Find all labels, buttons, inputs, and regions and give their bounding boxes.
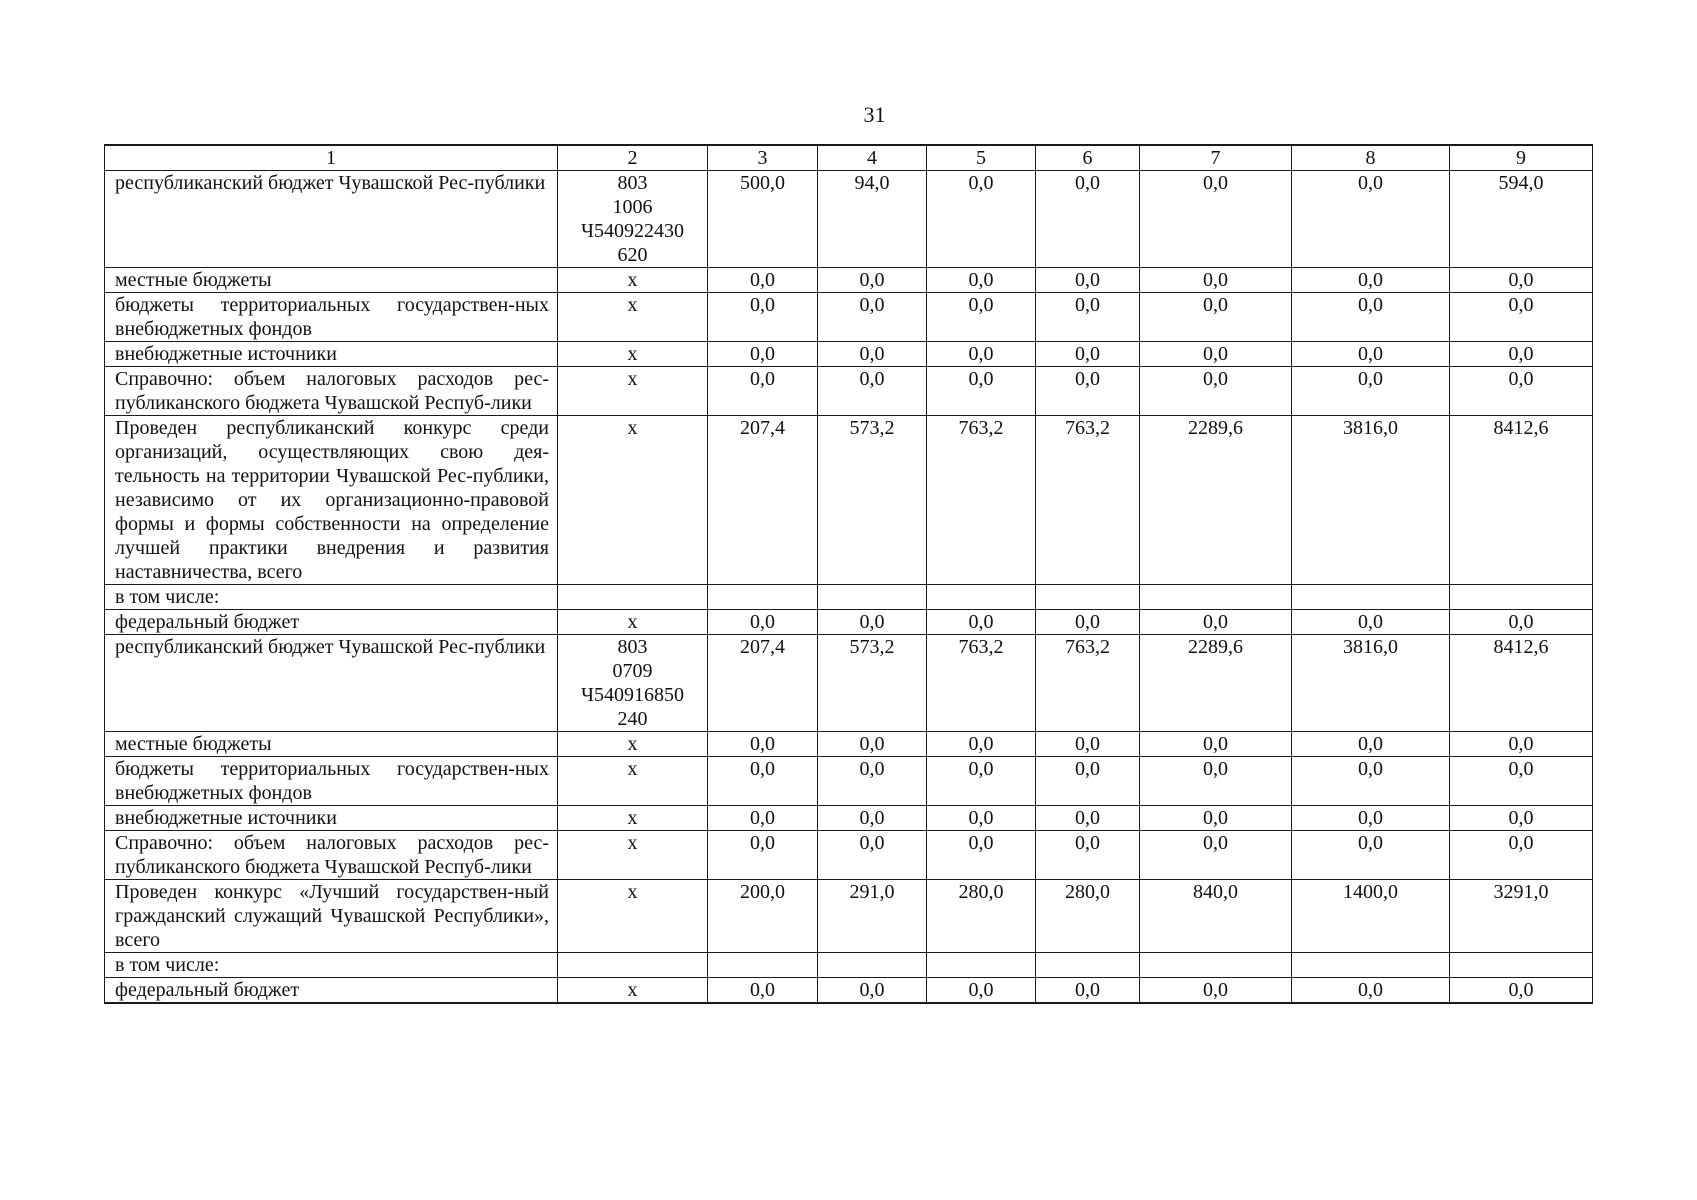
value-cell: 0,0 bbox=[1140, 806, 1292, 831]
budget-code: 803 1006 Ч540922430 620 bbox=[558, 171, 708, 268]
value-cell bbox=[1292, 585, 1450, 610]
value-cell: 0,0 bbox=[1036, 268, 1140, 293]
value-cell: 763,2 bbox=[1036, 416, 1140, 585]
value-cell: 0,0 bbox=[1292, 293, 1450, 342]
value-cell: 0,0 bbox=[1450, 831, 1593, 880]
value-cell: 0,0 bbox=[927, 757, 1036, 806]
value-cell: 0,0 bbox=[708, 610, 818, 635]
value-cell: 0,0 bbox=[1292, 610, 1450, 635]
table-body bbox=[105, 171, 1593, 1004]
row-description: федеральный бюджет bbox=[105, 610, 558, 635]
table-row bbox=[105, 732, 1593, 757]
column-header: 8 bbox=[1292, 145, 1450, 171]
budget-code: х bbox=[558, 416, 708, 585]
value-cell: 0,0 bbox=[1140, 757, 1292, 806]
value-cell: 0,0 bbox=[1036, 831, 1140, 880]
row-description: бюджеты территориальных государствен-ных внебюджетных фондов bbox=[105, 757, 558, 806]
column-header: 1 bbox=[105, 145, 558, 171]
value-cell bbox=[927, 585, 1036, 610]
value-cell: 280,0 bbox=[1036, 880, 1140, 953]
value-cell: 763,2 bbox=[1036, 635, 1140, 732]
row-description: Проведен республиканский конкурс среди организаций, осуществляющих свою дея-тельность на территории Чувашской Рес-публики, независимо от их организационно-правовой формы и формы собственности на определение лучшей практики внедрения и развития наставничества, всего bbox=[105, 416, 558, 585]
table-row bbox=[105, 880, 1593, 953]
budget-code: х bbox=[558, 610, 708, 635]
value-cell: 0,0 bbox=[1140, 831, 1292, 880]
value-cell: 0,0 bbox=[1036, 732, 1140, 757]
value-cell: 0,0 bbox=[1036, 806, 1140, 831]
value-cell bbox=[818, 953, 927, 978]
budget-code: х bbox=[558, 293, 708, 342]
column-header: 2 bbox=[558, 145, 708, 171]
value-cell: 0,0 bbox=[1292, 831, 1450, 880]
value-cell: 0,0 bbox=[1140, 732, 1292, 757]
value-cell: 0,0 bbox=[708, 806, 818, 831]
value-cell: 0,0 bbox=[818, 367, 927, 416]
table-row bbox=[105, 367, 1593, 416]
value-cell: 0,0 bbox=[1450, 342, 1593, 367]
row-description: в том числе: bbox=[105, 585, 558, 610]
value-cell: 0,0 bbox=[1450, 268, 1593, 293]
column-header: 7 bbox=[1140, 145, 1292, 171]
value-cell: 0,0 bbox=[927, 367, 1036, 416]
table-row bbox=[105, 610, 1593, 635]
budget-code bbox=[558, 953, 708, 978]
value-cell: 0,0 bbox=[927, 978, 1036, 1004]
value-cell: 0,0 bbox=[818, 342, 927, 367]
value-cell: 0,0 bbox=[708, 342, 818, 367]
value-cell: 0,0 bbox=[1292, 171, 1450, 268]
value-cell: 0,0 bbox=[1292, 268, 1450, 293]
value-cell: 0,0 bbox=[708, 293, 818, 342]
value-cell: 0,0 bbox=[818, 293, 927, 342]
table-header-row bbox=[105, 145, 1593, 171]
value-cell: 0,0 bbox=[1036, 171, 1140, 268]
value-cell: 0,0 bbox=[708, 978, 818, 1004]
row-description: республиканский бюджет Чувашской Рес-публики bbox=[105, 635, 558, 732]
value-cell: 0,0 bbox=[1140, 293, 1292, 342]
table-row bbox=[105, 268, 1593, 293]
value-cell: 0,0 bbox=[1140, 610, 1292, 635]
value-cell bbox=[1036, 585, 1140, 610]
value-cell bbox=[1292, 953, 1450, 978]
value-cell: 0,0 bbox=[1036, 342, 1140, 367]
table-row bbox=[105, 757, 1593, 806]
row-description: местные бюджеты bbox=[105, 268, 558, 293]
budget-code: х bbox=[558, 978, 708, 1004]
value-cell: 0,0 bbox=[1140, 367, 1292, 416]
value-cell: 0,0 bbox=[1292, 978, 1450, 1004]
column-header: 4 bbox=[818, 145, 927, 171]
row-description: федеральный бюджет bbox=[105, 978, 558, 1004]
value-cell: 573,2 bbox=[818, 416, 927, 585]
value-cell: 0,0 bbox=[818, 268, 927, 293]
budget-code: х bbox=[558, 342, 708, 367]
value-cell bbox=[1450, 953, 1593, 978]
value-cell bbox=[818, 585, 927, 610]
budget-code bbox=[558, 585, 708, 610]
value-cell: 500,0 bbox=[708, 171, 818, 268]
value-cell: 8412,6 bbox=[1450, 635, 1593, 732]
value-cell: 3816,0 bbox=[1292, 416, 1450, 585]
value-cell: 3291,0 bbox=[1450, 880, 1593, 953]
table-row bbox=[105, 635, 1593, 732]
value-cell: 573,2 bbox=[818, 635, 927, 732]
table-row bbox=[105, 978, 1593, 1004]
value-cell: 840,0 bbox=[1140, 880, 1292, 953]
table-row bbox=[105, 806, 1593, 831]
value-cell: 763,2 bbox=[927, 635, 1036, 732]
value-cell bbox=[1036, 953, 1140, 978]
value-cell: 207,4 bbox=[708, 416, 818, 585]
value-cell: 0,0 bbox=[927, 293, 1036, 342]
row-description: в том числе: bbox=[105, 953, 558, 978]
value-cell: 0,0 bbox=[927, 831, 1036, 880]
row-description: Справочно: объем налоговых расходов рес-публиканского бюджета Чувашской Респуб-лики bbox=[105, 367, 558, 416]
value-cell: 0,0 bbox=[1036, 610, 1140, 635]
value-cell: 0,0 bbox=[818, 732, 927, 757]
budget-code: х bbox=[558, 268, 708, 293]
value-cell: 2289,6 bbox=[1140, 416, 1292, 585]
row-description: Проведен конкурс «Лучший государствен-ный гражданский служащий Чувашской Республики», всего bbox=[105, 880, 558, 953]
value-cell: 0,0 bbox=[927, 732, 1036, 757]
value-cell: 0,0 bbox=[1292, 806, 1450, 831]
row-description: республиканский бюджет Чувашской Рес-публики bbox=[105, 171, 558, 268]
value-cell: 0,0 bbox=[708, 732, 818, 757]
value-cell: 200,0 bbox=[708, 880, 818, 953]
value-cell: 0,0 bbox=[708, 757, 818, 806]
value-cell bbox=[1140, 585, 1292, 610]
value-cell: 0,0 bbox=[708, 831, 818, 880]
table-row bbox=[105, 293, 1593, 342]
value-cell: 0,0 bbox=[927, 610, 1036, 635]
value-cell: 0,0 bbox=[1450, 610, 1593, 635]
value-cell: 0,0 bbox=[818, 831, 927, 880]
value-cell: 0,0 bbox=[1450, 732, 1593, 757]
value-cell: 0,0 bbox=[1450, 367, 1593, 416]
value-cell: 0,0 bbox=[818, 806, 927, 831]
value-cell: 0,0 bbox=[818, 757, 927, 806]
value-cell: 0,0 bbox=[1140, 342, 1292, 367]
value-cell: 0,0 bbox=[1450, 757, 1593, 806]
value-cell: 0,0 bbox=[1292, 732, 1450, 757]
value-cell: 0,0 bbox=[1292, 342, 1450, 367]
value-cell: 0,0 bbox=[1450, 806, 1593, 831]
value-cell: 8412,6 bbox=[1450, 416, 1593, 585]
value-cell: 0,0 bbox=[708, 268, 818, 293]
column-header: 9 bbox=[1450, 145, 1593, 171]
value-cell: 0,0 bbox=[818, 610, 927, 635]
value-cell: 0,0 bbox=[1036, 293, 1140, 342]
column-header: 3 bbox=[708, 145, 818, 171]
budget-code: х bbox=[558, 367, 708, 416]
budget-code: х bbox=[558, 880, 708, 953]
value-cell: 0,0 bbox=[1140, 268, 1292, 293]
row-description: Справочно: объем налоговых расходов рес-публиканского бюджета Чувашской Респуб-лики bbox=[105, 831, 558, 880]
table-row bbox=[105, 953, 1593, 978]
budget-table bbox=[104, 144, 1593, 1004]
row-description: внебюджетные источники bbox=[105, 342, 558, 367]
budget-code: 803 0709 Ч540916850 240 bbox=[558, 635, 708, 732]
value-cell: 0,0 bbox=[1036, 757, 1140, 806]
value-cell: 0,0 bbox=[1450, 978, 1593, 1004]
budget-code: х bbox=[558, 831, 708, 880]
value-cell bbox=[927, 953, 1036, 978]
value-cell: 207,4 bbox=[708, 635, 818, 732]
value-cell: 0,0 bbox=[1140, 171, 1292, 268]
budget-code: х bbox=[558, 732, 708, 757]
column-header: 5 bbox=[927, 145, 1036, 171]
value-cell: 94,0 bbox=[818, 171, 927, 268]
value-cell bbox=[1450, 585, 1593, 610]
value-cell: 2289,6 bbox=[1140, 635, 1292, 732]
value-cell: 0,0 bbox=[927, 342, 1036, 367]
value-cell: 0,0 bbox=[1036, 367, 1140, 416]
table-row bbox=[105, 831, 1593, 880]
value-cell: 0,0 bbox=[1450, 293, 1593, 342]
value-cell: 0,0 bbox=[1140, 978, 1292, 1004]
table-row bbox=[105, 585, 1593, 610]
value-cell: 0,0 bbox=[927, 806, 1036, 831]
row-description: внебюджетные источники bbox=[105, 806, 558, 831]
value-cell: 0,0 bbox=[927, 171, 1036, 268]
row-description: бюджеты территориальных государствен-ных внебюджетных фондов bbox=[105, 293, 558, 342]
value-cell: 280,0 bbox=[927, 880, 1036, 953]
value-cell: 763,2 bbox=[927, 416, 1036, 585]
value-cell: 3816,0 bbox=[1292, 635, 1450, 732]
budget-code: х bbox=[558, 757, 708, 806]
column-header: 6 bbox=[1036, 145, 1140, 171]
value-cell bbox=[1140, 953, 1292, 978]
value-cell: 1400,0 bbox=[1292, 880, 1450, 953]
row-description: местные бюджеты bbox=[105, 732, 558, 757]
table-row bbox=[105, 342, 1593, 367]
value-cell: 0,0 bbox=[818, 978, 927, 1004]
value-cell bbox=[708, 953, 818, 978]
value-cell bbox=[708, 585, 818, 610]
value-cell: 0,0 bbox=[1292, 757, 1450, 806]
value-cell: 594,0 bbox=[1450, 171, 1593, 268]
value-cell: 0,0 bbox=[708, 367, 818, 416]
value-cell: 0,0 bbox=[1292, 367, 1450, 416]
value-cell: 0,0 bbox=[1036, 978, 1140, 1004]
table-row bbox=[105, 416, 1593, 585]
budget-code: х bbox=[558, 806, 708, 831]
page-number: 31 bbox=[863, 102, 886, 127]
value-cell: 291,0 bbox=[818, 880, 927, 953]
table-row bbox=[105, 171, 1593, 268]
value-cell: 0,0 bbox=[927, 268, 1036, 293]
